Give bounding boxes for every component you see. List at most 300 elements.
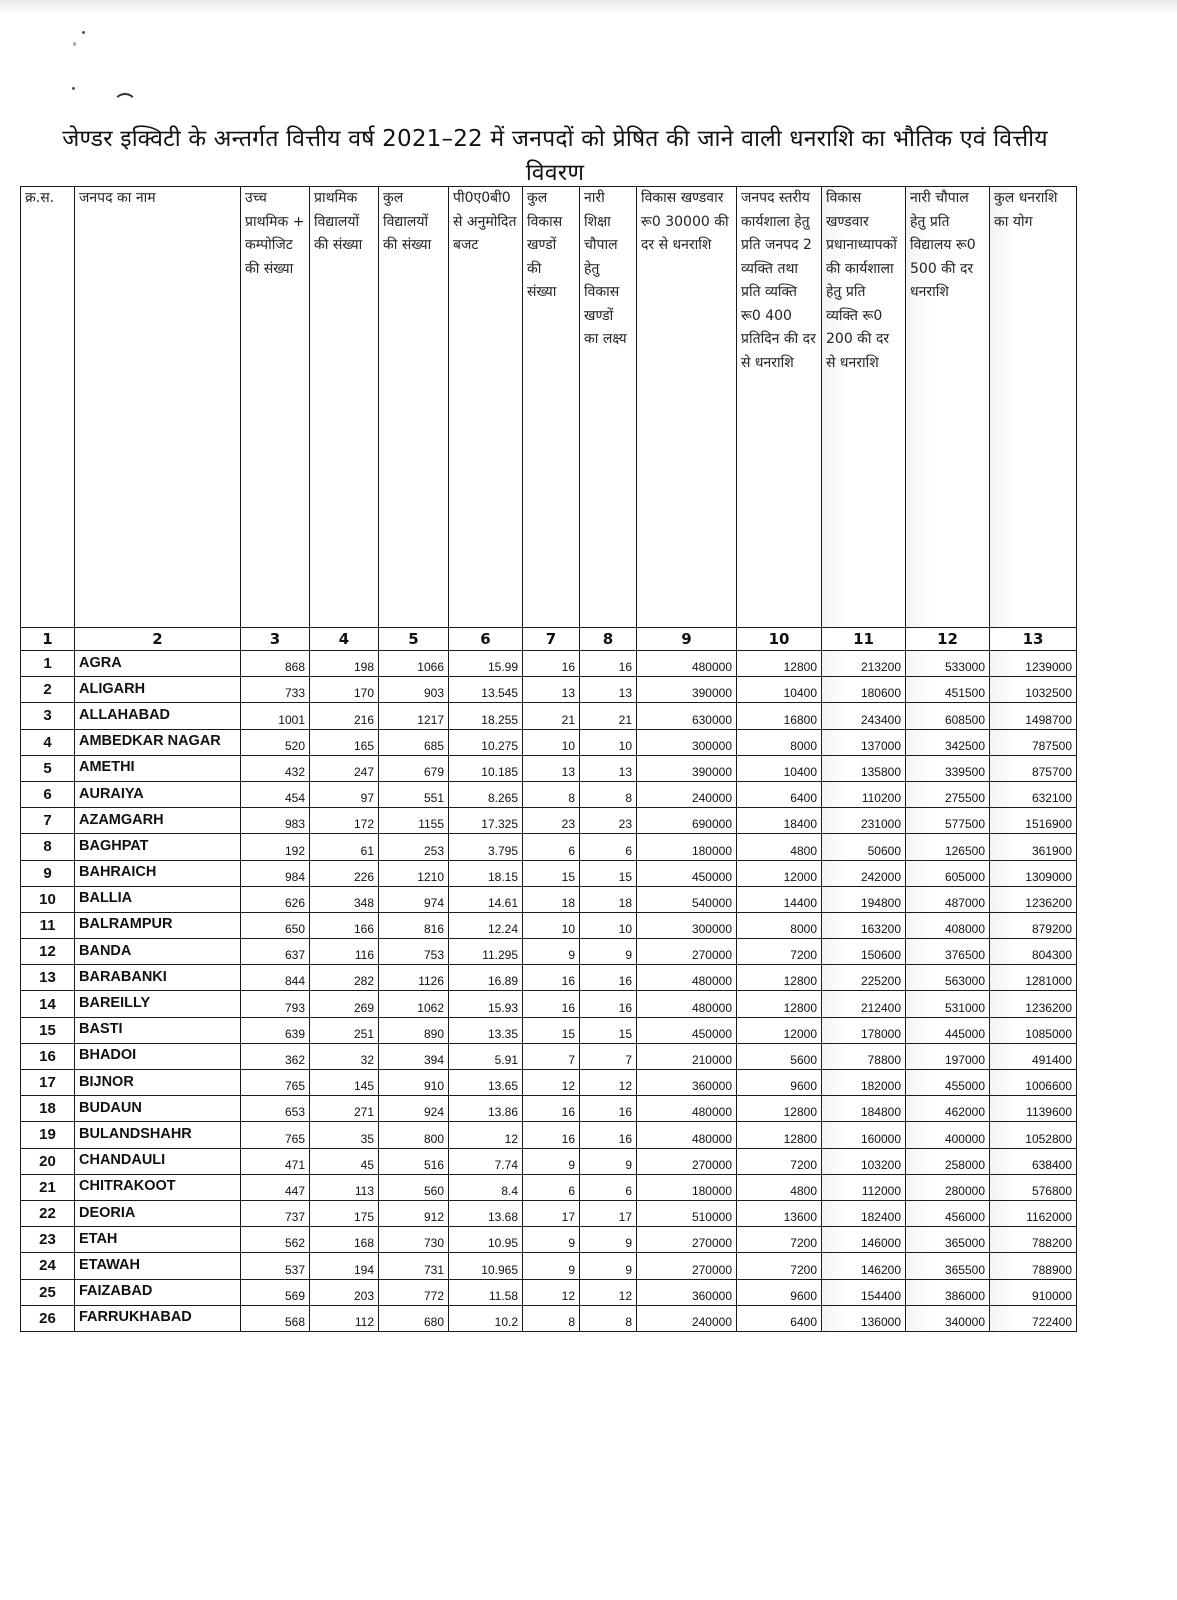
table-cell: 10.2 [449,1305,523,1331]
table-cell: 626 [241,886,310,912]
table-cell: 800 [379,1122,449,1148]
table-cell: 445000 [906,1017,990,1043]
table-cell: 1126 [379,965,449,991]
district-name: BHADOI [75,1043,241,1069]
serial-number: 3 [21,703,75,729]
table-cell: 6 [523,1174,580,1200]
table-cell: 253 [379,834,449,860]
table-cell: 1217 [379,703,449,729]
column-header: कुल धनराशि का योग [990,187,1077,628]
table-cell: 480000 [637,651,737,677]
serial-number: 17 [21,1070,75,1096]
table-cell: 454 [241,781,310,807]
table-cell: 16 [580,991,637,1017]
serial-number: 23 [21,1227,75,1253]
serial-number: 18 [21,1096,75,1122]
table-cell: 16 [523,965,580,991]
table-cell: 1006600 [990,1070,1077,1096]
table-cell: 1032500 [990,677,1077,703]
column-header: कुल विद्यालयों की संख्या [379,187,449,628]
district-name: BAREILLY [75,991,241,1017]
table-cell: 270000 [637,1227,737,1253]
table-cell: 340000 [906,1305,990,1331]
table-cell: 45 [310,1148,379,1174]
table-cell: 386000 [906,1279,990,1305]
table-row [21,729,1077,755]
table-cell: 198 [310,651,379,677]
table-row [21,1200,1077,1226]
table-cell: 251 [310,1017,379,1043]
column-header: प्राथमिक विद्यालयों की संख्या [310,187,379,628]
table-cell: 192 [241,834,310,860]
table-cell: 7200 [737,1227,822,1253]
table-cell: 160000 [822,1122,906,1148]
table-cell: 10.95 [449,1227,523,1253]
table-cell: 462000 [906,1096,990,1122]
table-cell: 10 [523,912,580,938]
table-cell: 275500 [906,781,990,807]
table-cell: 136000 [822,1305,906,1331]
table-cell: 194 [310,1253,379,1279]
table-cell: 6 [523,834,580,860]
table-cell: 685 [379,729,449,755]
table-cell: 300000 [637,912,737,938]
serial-number: 5 [21,755,75,781]
district-name: DEORIA [75,1200,241,1226]
table-cell: 6 [580,1174,637,1200]
serial-number: 11 [21,912,75,938]
table-cell: 480000 [637,991,737,1017]
table-cell: 9 [523,1148,580,1174]
table-cell: 145 [310,1070,379,1096]
table-row [21,1305,1077,1331]
serial-number: 20 [21,1148,75,1174]
serial-number: 12 [21,939,75,965]
table-row [21,939,1077,965]
table-cell: 1210 [379,860,449,886]
table-cell: 5.91 [449,1043,523,1069]
table-cell: 7200 [737,939,822,965]
table-cell: 182000 [822,1070,906,1096]
district-name: ALLAHABAD [75,703,241,729]
table-cell: 21 [580,703,637,729]
table-cell: 638400 [990,1148,1077,1174]
table-cell: 13600 [737,1200,822,1226]
table-cell: 455000 [906,1070,990,1096]
table-cell: 568 [241,1305,310,1331]
table-cell: 8 [580,781,637,807]
table-cell: 361900 [990,834,1077,860]
table-cell: 765 [241,1070,310,1096]
table-row [21,834,1077,860]
table-cell: 12 [449,1122,523,1148]
table-cell: 9 [580,1253,637,1279]
table-cell: 50600 [822,834,906,860]
table-cell: 680 [379,1305,449,1331]
table-cell: 225200 [822,965,906,991]
table-cell: 17.325 [449,808,523,834]
table-cell: 11.295 [449,939,523,965]
table-cell: 21 [523,703,580,729]
table-cell: 6 [580,834,637,860]
table-cell: 491400 [990,1043,1077,1069]
table-cell: 772 [379,1279,449,1305]
table-cell: 1236200 [990,991,1077,1017]
table-cell: 8000 [737,912,822,938]
column-header: क्र.स. [21,187,75,628]
table-cell: 408000 [906,912,990,938]
table-row [21,860,1077,886]
table-cell: 520 [241,729,310,755]
column-number: 7 [523,628,580,651]
table-cell: 13 [523,755,580,781]
scan-mark [113,93,137,117]
table-cell: 18 [580,886,637,912]
table-cell: 788200 [990,1227,1077,1253]
table-cell: 15 [580,860,637,886]
district-name: BARABANKI [75,965,241,991]
table-cell: 551 [379,781,449,807]
table-cell: 788900 [990,1253,1077,1279]
table-cell: 13.65 [449,1070,523,1096]
table-cell: 180000 [637,1174,737,1200]
district-name: CHANDAULI [75,1148,241,1174]
table-cell: 11.58 [449,1279,523,1305]
table-cell: 1498700 [990,703,1077,729]
table-cell: 7.74 [449,1148,523,1174]
table-cell: 787500 [990,729,1077,755]
table-cell: 868 [241,651,310,677]
table-cell: 172 [310,808,379,834]
table-cell: 10400 [737,677,822,703]
table-row [21,651,1077,677]
scan-speck [72,87,75,90]
table-cell: 690000 [637,808,737,834]
column-number: 9 [637,628,737,651]
table-cell: 247 [310,755,379,781]
table-cell: 32 [310,1043,379,1069]
table-cell: 9 [580,939,637,965]
table-row [21,1096,1077,1122]
table-cell: 1281000 [990,965,1077,991]
table-cell: 890 [379,1017,449,1043]
table-cell: 12800 [737,965,822,991]
table-cell: 8.265 [449,781,523,807]
table-cell: 9 [523,1227,580,1253]
table-cell: 577500 [906,808,990,834]
table-cell: 243400 [822,703,906,729]
table-cell: 18 [523,886,580,912]
table-cell: 180000 [637,834,737,860]
table-cell: 13 [523,677,580,703]
table-cell: 731 [379,1253,449,1279]
table-cell: 110200 [822,781,906,807]
column-header: उच्च प्राथमिक + कम्पोजिट की संख्या [241,187,310,628]
table-cell: 280000 [906,1174,990,1200]
table-cell: 113 [310,1174,379,1200]
table-cell: 983 [241,808,310,834]
table-cell: 9 [523,1253,580,1279]
table-cell: 270000 [637,939,737,965]
table-cell: 650 [241,912,310,938]
column-number-row [21,628,1077,651]
table-cell: 537 [241,1253,310,1279]
table-cell: 1139600 [990,1096,1077,1122]
table-cell: 376500 [906,939,990,965]
table-row [21,781,1077,807]
table-cell: 10 [580,912,637,938]
column-number: 12 [906,628,990,651]
table-cell: 793 [241,991,310,1017]
table-row [21,677,1077,703]
district-name: FAIZABAD [75,1279,241,1305]
table-row [21,965,1077,991]
table-row [21,703,1077,729]
header-row [21,187,1077,628]
table-cell: 12 [580,1279,637,1305]
table-cell: 875700 [990,755,1077,781]
serial-number: 24 [21,1253,75,1279]
table-cell: 432 [241,755,310,781]
district-name: BALLIA [75,886,241,912]
table-cell: 730 [379,1227,449,1253]
table-cell: 605000 [906,860,990,886]
table-cell: 450000 [637,1017,737,1043]
table-cell: 562 [241,1227,310,1253]
column-number: 13 [990,628,1077,651]
table-cell: 18.255 [449,703,523,729]
table-cell: 12 [580,1070,637,1096]
table-cell: 632100 [990,781,1077,807]
table-cell: 184800 [822,1096,906,1122]
table-cell: 16 [580,1096,637,1122]
table-cell: 9 [523,939,580,965]
table-cell: 903 [379,677,449,703]
district-name: BULANDSHAHR [75,1122,241,1148]
table-cell: 270000 [637,1253,737,1279]
table-row [21,1253,1077,1279]
table-cell: 394 [379,1043,449,1069]
district-name: AZAMGARH [75,808,241,834]
table-cell: 16 [580,965,637,991]
table-cell: 8000 [737,729,822,755]
column-number: 3 [241,628,310,651]
table-cell: 569 [241,1279,310,1305]
table-cell: 3.795 [449,834,523,860]
table-cell: 78800 [822,1043,906,1069]
district-name: ETAWAH [75,1253,241,1279]
serial-number: 9 [21,860,75,886]
table-row [21,1174,1077,1200]
table-cell: 10400 [737,755,822,781]
table-row [21,1017,1077,1043]
table-cell: 231000 [822,808,906,834]
serial-number: 6 [21,781,75,807]
table-cell: 269 [310,991,379,1017]
table-cell: 1239000 [990,651,1077,677]
table-cell: 12000 [737,860,822,886]
table-cell: 456000 [906,1200,990,1226]
table-row [21,912,1077,938]
table-cell: 912 [379,1200,449,1226]
table-row [21,1279,1077,1305]
table-cell: 126500 [906,834,990,860]
table-cell: 154400 [822,1279,906,1305]
table-cell: 282 [310,965,379,991]
table-cell: 480000 [637,965,737,991]
column-header: जनपद स्तरीय कार्यशाला हेतु प्रति जनपद 2 व्यक्ति तथा प्रति व्यक्ति रू0 400 प्रतिदिन की दर से धनराशि [737,187,822,628]
table-cell: 844 [241,965,310,991]
table-cell: 23 [580,808,637,834]
table-cell: 910000 [990,1279,1077,1305]
serial-number: 21 [21,1174,75,1200]
table-cell: 18.15 [449,860,523,886]
table-row [21,1070,1077,1096]
serial-number: 2 [21,677,75,703]
table-row [21,1227,1077,1253]
table-row [21,991,1077,1017]
table-cell: 150600 [822,939,906,965]
district-name: BAHRAICH [75,860,241,886]
district-name: BALRAMPUR [75,912,241,938]
table-row [21,808,1077,834]
table-row [21,1148,1077,1174]
table-cell: 97 [310,781,379,807]
table-cell: 8 [580,1305,637,1331]
table-cell: 12800 [737,991,822,1017]
table-cell: 487000 [906,886,990,912]
table-cell: 733 [241,677,310,703]
table-cell: 12800 [737,651,822,677]
table-cell: 16 [523,991,580,1017]
column-number: 4 [310,628,379,651]
table-cell: 471 [241,1148,310,1174]
table-cell: 7 [523,1043,580,1069]
district-name: BIJNOR [75,1070,241,1096]
serial-number: 15 [21,1017,75,1043]
table-cell: 203 [310,1279,379,1305]
district-name: AMBEDKAR NAGAR [75,729,241,755]
column-header: पी0ए0बी0 से अनुमोदित बजट [449,187,523,628]
table-cell: 4800 [737,1174,822,1200]
table-cell: 510000 [637,1200,737,1226]
table-cell: 13.35 [449,1017,523,1043]
table-cell: 300000 [637,729,737,755]
table-cell: 1085000 [990,1017,1077,1043]
table-cell: 630000 [637,703,737,729]
table-cell: 722400 [990,1305,1077,1331]
table-cell: 16800 [737,703,822,729]
table-cell: 1309000 [990,860,1077,886]
scan-speck [82,31,85,34]
table-cell: 13.86 [449,1096,523,1122]
table-cell: 531000 [906,991,990,1017]
serial-number: 26 [21,1305,75,1331]
column-number: 10 [737,628,822,651]
district-name: BUDAUN [75,1096,241,1122]
table-cell: 400000 [906,1122,990,1148]
column-header: विकास खण्डवार प्रधानाध्यापकों की कार्यशाला हेतु प्रति व्यक्ति रू0 200 की दर से धनराशि [822,187,906,628]
table-cell: 216 [310,703,379,729]
table-cell: 13.545 [449,677,523,703]
table-cell: 135800 [822,755,906,781]
table-cell: 360000 [637,1070,737,1096]
table-cell: 16 [523,1122,580,1148]
table-cell: 339500 [906,755,990,781]
serial-number: 19 [21,1122,75,1148]
table-cell: 178000 [822,1017,906,1043]
table-cell: 14.61 [449,886,523,912]
table-cell: 540000 [637,886,737,912]
serial-number: 14 [21,991,75,1017]
table-cell: 180600 [822,677,906,703]
table-cell: 365000 [906,1227,990,1253]
table-cell: 1062 [379,991,449,1017]
table-cell: 4800 [737,834,822,860]
table-row [21,886,1077,912]
table-cell: 13 [580,677,637,703]
column-number: 2 [75,628,241,651]
table-cell: 116 [310,939,379,965]
table-cell: 6400 [737,1305,822,1331]
table-cell: 480000 [637,1096,737,1122]
table-cell: 12800 [737,1096,822,1122]
table-cell: 6400 [737,781,822,807]
table-cell: 360000 [637,1279,737,1305]
table-cell: 879200 [990,912,1077,938]
scan-speck [73,42,76,46]
table-cell: 13 [580,755,637,781]
table-cell: 242000 [822,860,906,886]
table-cell: 10.275 [449,729,523,755]
column-header: कुल विकास खण्डों की संख्या [523,187,580,628]
district-name: BANDA [75,939,241,965]
table-cell: 450000 [637,860,737,886]
district-name: BASTI [75,1017,241,1043]
table-cell: 15.99 [449,651,523,677]
table-cell: 816 [379,912,449,938]
table-cell: 61 [310,834,379,860]
table-cell: 9 [580,1148,637,1174]
table-cell: 18400 [737,808,822,834]
table-cell: 984 [241,860,310,886]
table-cell: 910 [379,1070,449,1096]
column-header: नारी चौपाल हेतु प्रति विद्यालय रू0 500 की दर धनराशि [906,187,990,628]
table-cell: 16 [580,1122,637,1148]
table-cell: 390000 [637,677,737,703]
table-cell: 16 [523,1096,580,1122]
district-name: BAGHPAT [75,834,241,860]
table-cell: 14400 [737,886,822,912]
table-cell: 653 [241,1096,310,1122]
table-cell: 765 [241,1122,310,1148]
district-name: AURAIYA [75,781,241,807]
table-cell: 533000 [906,651,990,677]
table-cell: 390000 [637,755,737,781]
table-cell: 8 [523,1305,580,1331]
column-number: 8 [580,628,637,651]
column-number: 1 [21,628,75,651]
table-cell: 608500 [906,703,990,729]
table-cell: 737 [241,1200,310,1226]
district-name: AGRA [75,651,241,677]
serial-number: 13 [21,965,75,991]
table-cell: 516 [379,1148,449,1174]
table-cell: 15 [523,1017,580,1043]
table-cell: 112 [310,1305,379,1331]
table-cell: 213200 [822,651,906,677]
table-cell: 5600 [737,1043,822,1069]
